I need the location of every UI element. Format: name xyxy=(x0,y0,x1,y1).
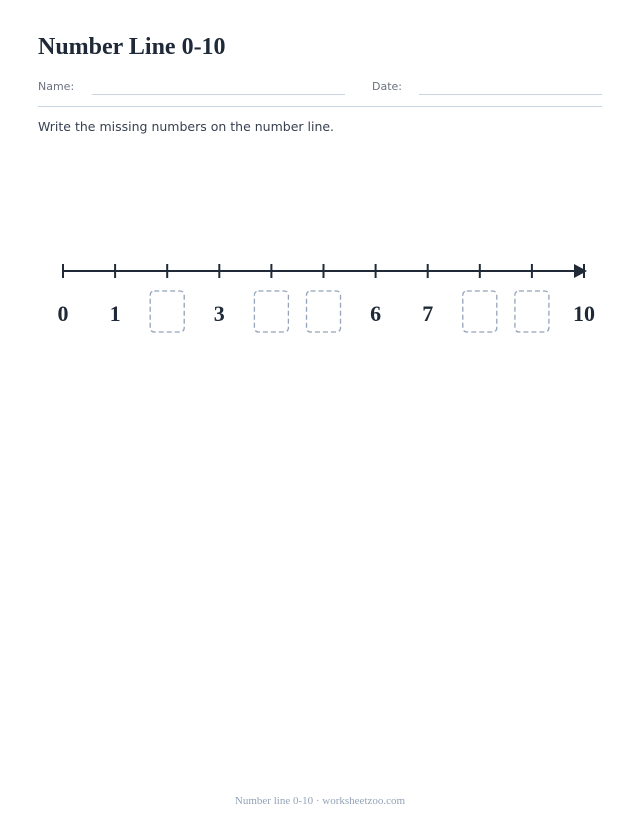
number-label: 10 xyxy=(573,301,595,326)
number-label: 0 xyxy=(57,301,69,326)
instruction-text: Write the missing numbers on the number line. xyxy=(38,119,335,134)
number-line xyxy=(0,0,640,400)
number-label: 7 xyxy=(422,301,434,326)
page-title: Number Line 0-10 xyxy=(38,34,226,60)
answer-box[interactable] xyxy=(463,291,497,332)
answer-box[interactable] xyxy=(515,291,549,332)
answer-box[interactable] xyxy=(150,291,184,332)
number-label: 3 xyxy=(213,301,225,326)
answer-box[interactable] xyxy=(254,291,288,332)
answer-box[interactable] xyxy=(307,291,341,332)
footer-credit: Number line 0-10 · worksheetzoo.com xyxy=(234,795,406,807)
number-label: 6 xyxy=(370,301,382,326)
name-label: Name: xyxy=(38,80,75,93)
number-label: 1 xyxy=(109,301,121,326)
number-line-arrowhead xyxy=(574,264,587,278)
date-label: Date: xyxy=(372,80,402,93)
